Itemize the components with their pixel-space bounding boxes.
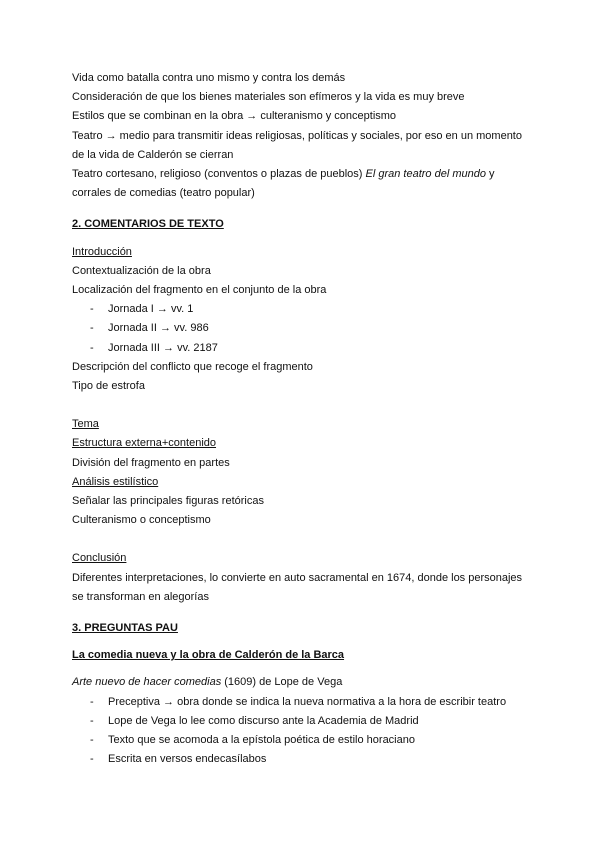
arte-nuevo-title: Arte nuevo de hacer comedias: [72, 676, 222, 689]
list-item: - Texto que se acomoda a la epístola poética de estilo horaciano: [72, 731, 542, 750]
list-item: - Escrita en versos endecasílabos: [72, 750, 542, 769]
subheading-conclusion: Conclusión: [72, 552, 127, 565]
teatro-text-end: y: [485, 168, 495, 181]
list-item: - Jornada I → vv. 1: [72, 300, 542, 319]
section-heading-comentarios: 2. COMENTARIOS DE TEXTO: [72, 218, 224, 231]
arte-nuevo-rest: (1609) de Lope de Vega: [221, 676, 343, 689]
teatro-line: [72, 165, 542, 184]
subheading-introduccion: Introducción: [72, 245, 132, 258]
text-line: Tipo de estrofa: [72, 380, 145, 393]
list-item: - Jornada III → vv. 2187: [72, 339, 542, 358]
teatro-title: El gran teatro del mundo: [365, 168, 486, 181]
intro-line: de la vida de Calderón se cierran: [72, 148, 234, 161]
text-line: Localización del fragmento en el conjunto de la obra: [72, 284, 327, 297]
list-item: - Jornada II → vv. 986: [72, 319, 542, 338]
teatro-text: Teatro cortesano, religioso (conventos o plazas de pueblos): [72, 168, 366, 181]
text-line: se transforman en alegorías: [72, 590, 209, 603]
intro-line: Estilos que se combinan en la obra → culteranismo y conceptismo: [72, 110, 397, 123]
jornadas-list: [72, 300, 542, 358]
text-line: Descripción del conflicto que recoge el fragmento: [72, 360, 313, 373]
subheading-estructura: Estructura externa+contenido: [72, 437, 217, 450]
arte-nuevo-line: [72, 673, 542, 692]
intro-line: Consideración de que los bienes materiales son efímeros y la vida es muy breve: [72, 91, 465, 104]
section-subtitle: La comedia nueva y la obra de Calderón de la Barca: [72, 649, 345, 662]
teatro-line-2: corrales de comedias (teatro popular): [72, 187, 255, 200]
text-line: Señalar las principales figuras retóricas: [72, 495, 264, 508]
section-heading-preguntas: 3. PREGUNTAS PAU: [72, 622, 178, 635]
intro-line: Teatro → medio para transmitir ideas religiosas, políticas y sociales, por eso en un momento: [72, 129, 522, 142]
text-line: División del fragmento en partes: [72, 456, 230, 469]
text-line: Culteranismo o conceptismo: [72, 514, 211, 527]
document-page: [72, 69, 542, 770]
list-item: - Lope de Vega lo lee como discurso ante la Academia de Madrid: [72, 712, 542, 731]
subheading-analisis: Análisis estilístico: [72, 475, 159, 488]
text-line: Diferentes interpretaciones, lo convierte en auto sacramental en 1674, donde los personajes: [72, 571, 523, 584]
text-line: Contextualización de la obra: [72, 264, 211, 277]
subheading-tema: Tema: [72, 418, 99, 431]
list-item: - Preceptiva → obra donde se indica la nueva normativa a la hora de escribir teatro: [72, 693, 542, 712]
arte-nuevo-list: [72, 693, 542, 770]
intro-line: Vida como batalla contra uno mismo y contra los demás: [72, 72, 346, 84]
